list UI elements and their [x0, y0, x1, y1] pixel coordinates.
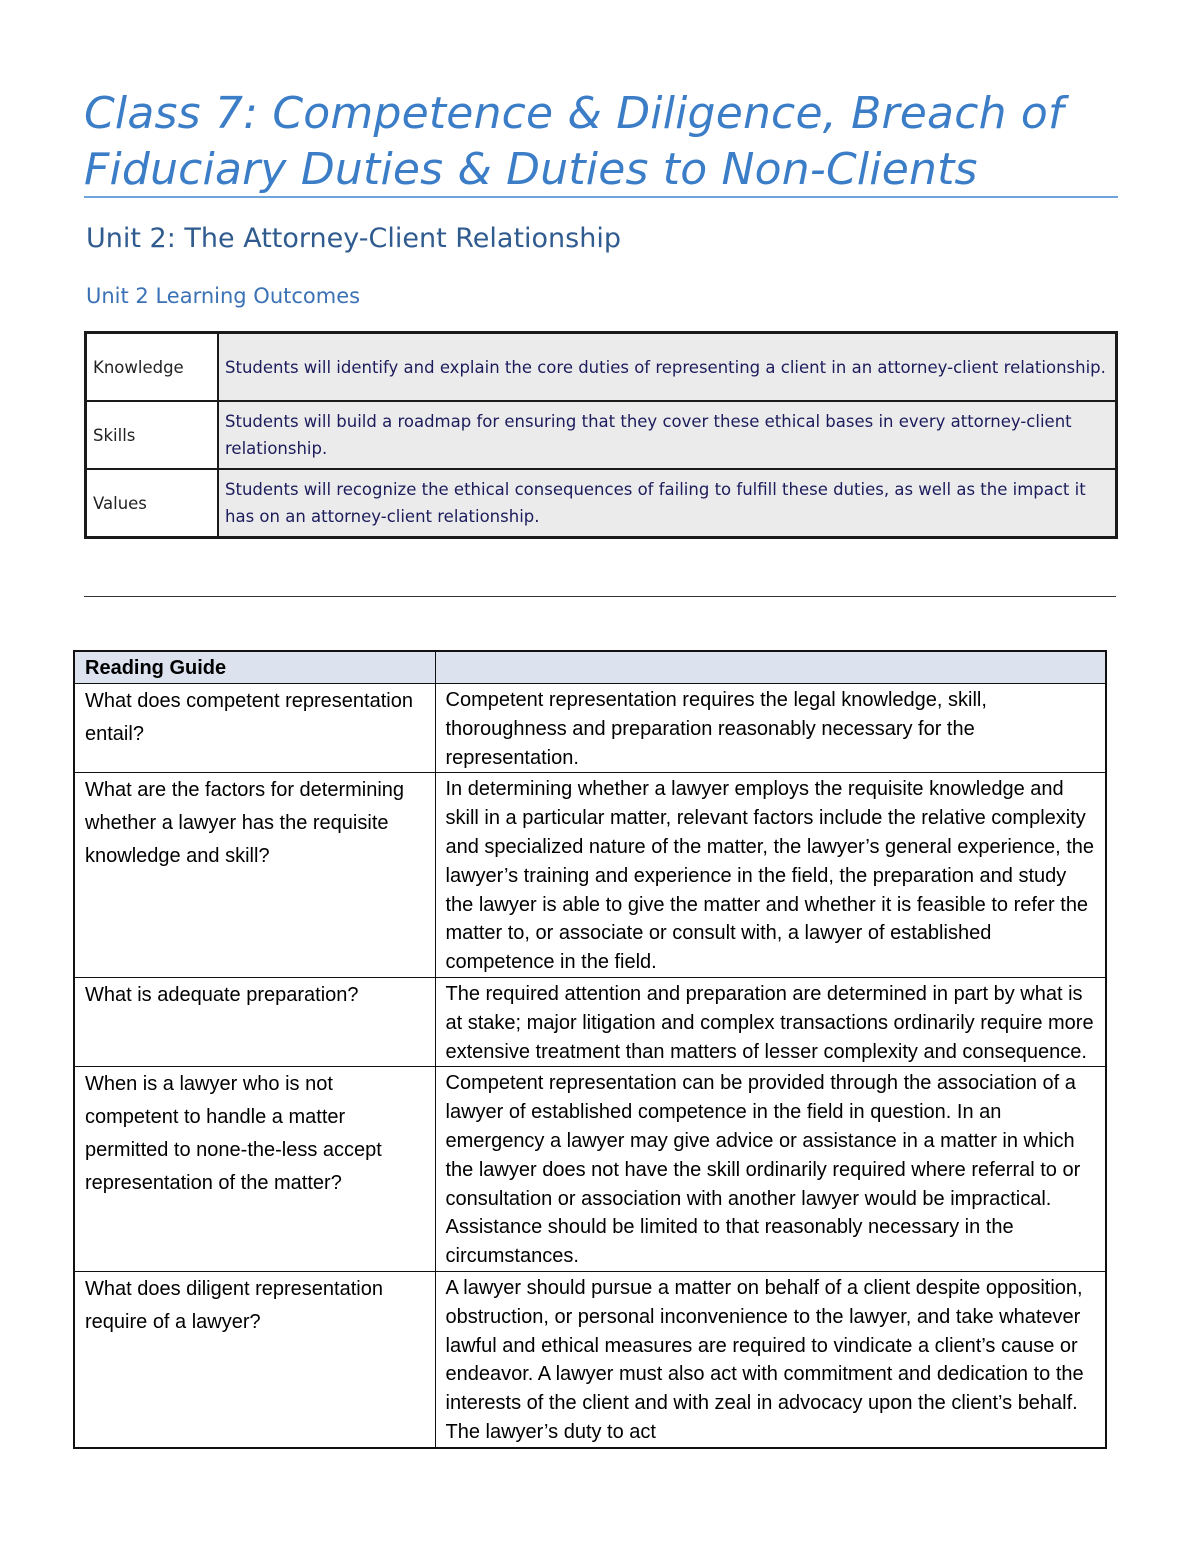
title-divider — [84, 196, 1118, 198]
outcome-row-knowledge — [86, 333, 1117, 402]
page-title: Class 7: Competence & Diligence, Breach of Fiduciary Duties & Duties to Non-Clients — [84, 88, 1064, 195]
reading-guide-table — [73, 650, 1107, 1449]
guide-answer: A lawyer should pursue a matter on behalf of a client despite opposition, obstruction, or personal inconvenience to the lawyer, and take whatever lawful and ethical measures are required to vindicate a client’s cause or endeavor. A lawyer must also act with commitment and dedication to the interests of the client and with zeal in advocacy upon the client’s behalf. The lawyer’s duty to act — [435, 1271, 1106, 1447]
guide-question: When is a lawyer who is not competent to handle a matter permitted to none-the-less accept representation of the matter? — [74, 1067, 435, 1272]
guide-question: What are the factors for determining whether a lawyer has the requisite knowledge and skill? — [74, 773, 435, 978]
table-row — [74, 684, 1106, 773]
unit-heading: Unit 2: The Attorney-Client Relationship — [86, 223, 621, 254]
outcome-label: Skills — [86, 401, 219, 469]
guide-question: What is adequate preparation? — [74, 977, 435, 1066]
outcome-label: Values — [86, 469, 219, 538]
outcome-text: Students will identify and explain the core duties of representing a client in an attorney-client relationship. — [218, 333, 1117, 402]
section-divider — [84, 596, 1116, 597]
reading-guide-header-row — [74, 651, 1106, 684]
guide-answer: In determining whether a lawyer employs the requisite knowledge and skill in a particular matter, relevant factors include the relative complexity and specialized nature of the matter, the lawyer’s general experience, the lawyer’s training and experience in the field, the preparation and study the lawyer is able to give the matter and whether it is feasible to refer the matter to, or associate or consult with, a lawyer of established competence in the field. — [435, 773, 1106, 978]
outcome-text: Students will build a roadmap for ensuring that they cover these ethical bases in every attorney-client relationship. — [218, 401, 1117, 469]
table-row — [74, 1271, 1106, 1447]
learning-outcomes-heading: Unit 2 Learning Outcomes — [86, 284, 361, 308]
outcome-row-skills — [86, 401, 1117, 469]
reading-guide-header-blank — [435, 651, 1106, 684]
table-row — [74, 977, 1106, 1066]
table-row — [74, 773, 1106, 978]
guide-answer: Competent representation can be provided through the association of a lawyer of established competence in the field in question. In an emergency a lawyer may give advice or assistance in a matter in which the lawyer does not have the skill ordinarily required where referral to or consultation or association with another lawyer would be impractical. Assistance should be limited to that reasonably necessary in the circumstances. — [435, 1067, 1106, 1272]
guide-answer: Competent representation requires the legal knowledge, skill, thoroughness and preparation reasonably necessary for the representation. — [435, 684, 1106, 773]
guide-answer: The required attention and preparation are determined in part by what is at stake; major litigation and complex transactions ordinarily require more extensive treatment than matters of lesser complexity and consequence. — [435, 977, 1106, 1066]
outcome-label: Knowledge — [86, 333, 219, 402]
learning-outcomes-table — [84, 331, 1118, 539]
table-row — [74, 1067, 1106, 1272]
guide-question: What does competent representation entail? — [74, 684, 435, 773]
outcome-row-values — [86, 469, 1117, 538]
guide-question: What does diligent representation require of a lawyer? — [74, 1271, 435, 1447]
outcome-text: Students will recognize the ethical consequences of failing to fulfill these duties, as well as the impact it has on an attorney-client relationship. — [218, 469, 1117, 538]
reading-guide-header: Reading Guide — [74, 651, 435, 684]
